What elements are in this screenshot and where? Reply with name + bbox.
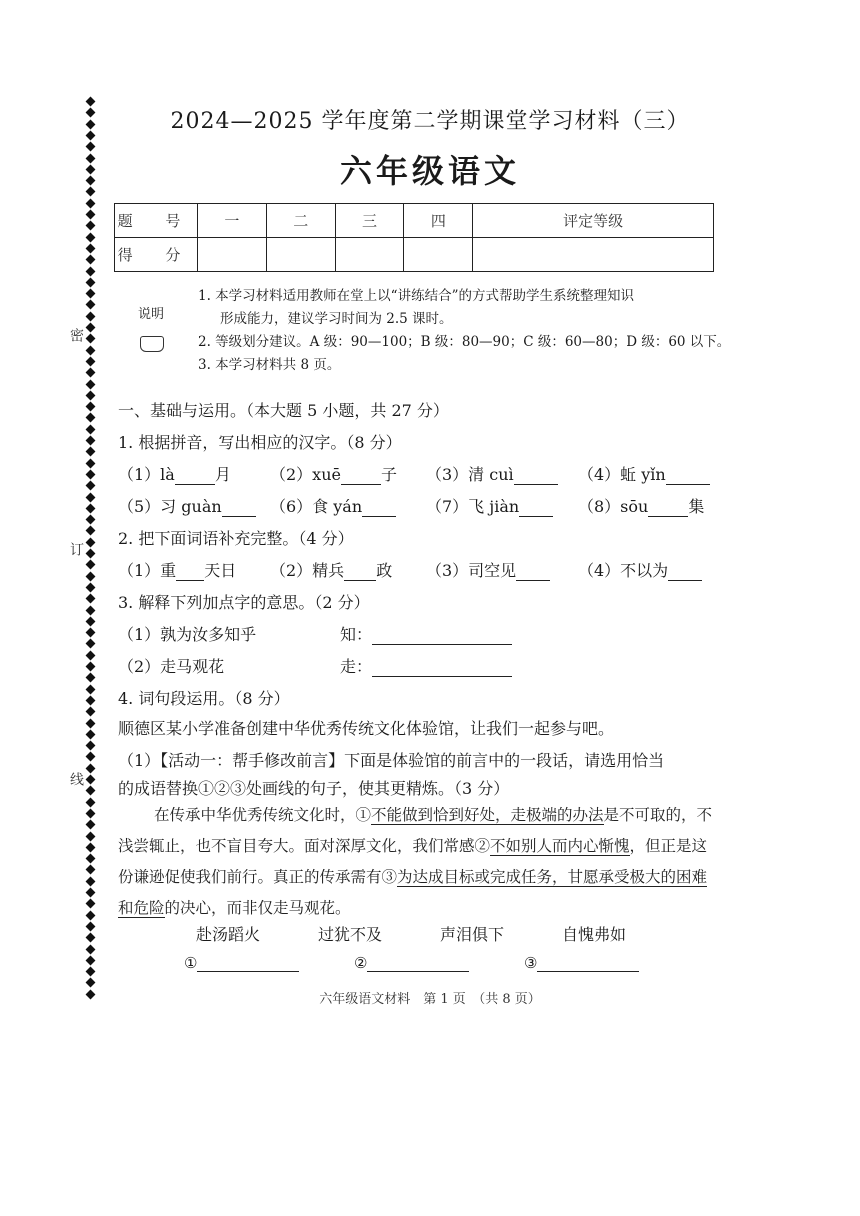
answer-blank[interactable] (175, 467, 215, 485)
score-cell[interactable] (335, 238, 404, 272)
binding-diamond (86, 786, 96, 796)
fill-item (578, 558, 702, 581)
binding-diamond (86, 289, 96, 299)
passage-text: ，但正是这份谦逊促使我们前行。真正的传承需有③ (118, 837, 708, 886)
binding-diamond (86, 549, 96, 559)
item-prompt: （5）习 guàn (118, 497, 222, 516)
binding-diamond (86, 492, 96, 502)
binding-label-ding: 订 (68, 542, 84, 556)
binding-diamond (86, 526, 96, 536)
binding-diamond (86, 300, 96, 310)
item-suffix: 子 (380, 465, 397, 484)
score-cell[interactable] (266, 238, 335, 272)
phrase: （1）孰为汝多知乎 (118, 625, 257, 644)
binding-diamond (86, 221, 96, 231)
binding-diamond (86, 481, 96, 491)
binding-diamond (86, 921, 96, 931)
question-4-intro: 顺德区某小学准备创建中华优秀传统文化体验馆，让我们一起参与吧。 (118, 719, 615, 738)
book-icon (140, 336, 164, 352)
answer-blank[interactable] (668, 563, 702, 581)
item-prompt: （2）精兵 (270, 561, 345, 580)
answer-blank[interactable] (519, 499, 553, 517)
answer-mark: ① (184, 954, 198, 972)
binding-diamond (86, 255, 96, 265)
binding-diamond (86, 808, 96, 818)
answer-mark: ② (354, 954, 368, 972)
notes-list (198, 285, 731, 377)
note-item: 形成能力，建议学习时间为 2.5 课时。 (220, 311, 453, 327)
question-4-prompt: 4. 词句段运用。（8 分） (118, 689, 290, 708)
binding-diamond (86, 854, 96, 864)
item-prompt: （2）xuē (270, 465, 341, 484)
answer-blank[interactable] (344, 563, 376, 581)
binding-diamond (86, 978, 96, 988)
binding-diamond (86, 277, 96, 287)
binding-diamond (86, 266, 96, 276)
binding-diamond (86, 447, 96, 457)
item-prompt: （8）sōu (578, 497, 649, 516)
binding-diamond (86, 537, 96, 547)
binding-label-mi: 密 (68, 328, 84, 342)
binding-label-xian: 线 (68, 772, 84, 786)
answer-blank[interactable] (514, 467, 558, 485)
binding-diamond (86, 684, 96, 694)
binding-diamond (86, 334, 96, 344)
item-prompt: （3）清 cuì (426, 465, 514, 484)
item-prompt: （3）司空见 (426, 561, 517, 580)
answer-blank[interactable] (666, 467, 710, 485)
binding-diamond (86, 390, 96, 400)
binding-diamond (86, 210, 96, 220)
underlined-sentence: 为达成目标或完成任务，甘愿承受极大的困难和危险 (118, 868, 708, 917)
binding-diamond (86, 458, 96, 468)
note-item: 3. 本学习材料共 8 页。 (198, 357, 341, 373)
question-1-prompt: 1. 根据拼音，写出相应的汉字。（8 分） (118, 433, 402, 452)
fill-item (426, 462, 558, 485)
binding-diamond (86, 345, 96, 355)
underlined-sentence: 不如别人而内心惭愧 (490, 837, 630, 855)
fill-item (118, 462, 231, 485)
item-prompt: （1）重 (118, 561, 177, 580)
fill-item (578, 494, 704, 517)
question-4-task-line-2: 的成语替换①②③处画线的句子，使其更精炼。（3 分） (118, 779, 510, 798)
score-table-row (115, 238, 714, 272)
binding-diamond (86, 243, 96, 253)
binding-diamond (86, 356, 96, 366)
item-suffix: 集 (688, 497, 705, 516)
item-prompt: （4）不以为 (578, 561, 669, 580)
definition-item (340, 622, 512, 645)
column-header: 四 (404, 204, 473, 238)
item-suffix: 政 (376, 561, 393, 580)
answer-blank[interactable] (341, 467, 381, 485)
score-cell[interactable] (473, 238, 714, 272)
binding-diamond (86, 402, 96, 412)
binding-diamond (86, 662, 96, 672)
answer-blank[interactable] (367, 954, 469, 972)
answer-blank[interactable] (197, 954, 299, 972)
binding-diamond (86, 944, 96, 954)
binding-diamond (86, 831, 96, 841)
binding-diamond (86, 718, 96, 728)
answer-blank[interactable] (362, 499, 396, 517)
item-prompt: （1）là (118, 465, 175, 484)
binding-diamond (86, 571, 96, 581)
option-word: 过犹不及 (318, 925, 383, 944)
definition-item (340, 654, 512, 677)
score-cell[interactable] (404, 238, 473, 272)
page-subtitle: 六年级语文 (339, 152, 520, 190)
binding-diamond (86, 594, 96, 604)
answer-blank[interactable] (372, 627, 512, 645)
passage-paragraph (118, 800, 718, 924)
binding-diamond (86, 888, 96, 898)
row-label-number: 题 号 (115, 204, 198, 238)
binding-diamond (86, 582, 96, 592)
binding-diamond (86, 503, 96, 513)
answer-slot (184, 954, 299, 972)
binding-diamond (86, 436, 96, 446)
row-label-score: 得 分 (115, 238, 198, 272)
column-header: 一 (198, 204, 267, 238)
binding-diamond (86, 820, 96, 830)
binding-diamond (86, 424, 96, 434)
binding-diamond (86, 605, 96, 615)
binding-diamond (86, 729, 96, 739)
question-4-task-line-1: （1）【活动一：帮手修改前言】下面是体验馆的前言中的一段话，请选用恰当 (118, 751, 665, 770)
binding-diamond (86, 413, 96, 423)
item-suffix: 天日 (204, 561, 237, 580)
passage-text: 的决心，而非仅走马观花。 (164, 899, 351, 917)
fill-item (118, 558, 236, 581)
notes-label: 说明 (138, 307, 165, 322)
underlined-sentence: 不能做到恰到好处，走极端的办法 (371, 806, 604, 824)
answer-blank[interactable] (176, 563, 204, 581)
fill-item (270, 462, 397, 485)
binding-diamond (86, 933, 96, 943)
section-heading: 一、基础与运用。（本大题 5 小题，共 27 分） (118, 401, 449, 420)
score-table (114, 203, 714, 272)
binding-diamond (86, 752, 96, 762)
binding-diamond (86, 379, 96, 389)
column-header: 评定等级 (473, 204, 714, 238)
binding-diamond (86, 515, 96, 525)
option-word: 声泪俱下 (440, 925, 505, 944)
answer-mark: ③ (524, 954, 538, 972)
fill-item (578, 462, 710, 485)
column-header: 三 (335, 204, 404, 238)
item-suffix: 月 (214, 465, 231, 484)
passage-text: 是不可取的，不浅尝辄止，也不盲目夸大。面对深厚文化，我们常感② (118, 806, 713, 855)
binding-diamond (86, 967, 96, 977)
binding-diamond (86, 876, 96, 886)
binding-diamond (86, 910, 96, 920)
note-item: 1. 本学习材料适用教师在堂上以“讲练结合”的方式帮助学生系统整理知识 (198, 288, 634, 304)
note-item: 2. 等级划分建议。A 级：90—100；B 级：80—90；C 级：60—80；D 级：60 以下。 (198, 334, 731, 350)
binding-diamond (86, 797, 96, 807)
binding-diamond (86, 741, 96, 751)
option-word: 自愧弗如 (562, 925, 627, 944)
fill-item (118, 494, 256, 517)
item-prompt: （4）蚯 yǐn (578, 465, 666, 484)
page-title: 2024—2025 学年度第二学期课堂学习材料（三） (170, 109, 690, 134)
binding-diamond (86, 311, 96, 321)
binding-diamond (86, 232, 96, 242)
item-prompt: （7）飞 jiàn (426, 497, 520, 516)
item-prompt: 知： (340, 625, 373, 644)
item-prompt: 走： (340, 657, 373, 676)
binding-diamond (86, 842, 96, 852)
question-3-prompt: 3. 解释下列加点字的意思。（2 分） (118, 593, 370, 612)
binding-diamond (86, 368, 96, 378)
binding-diamond (86, 650, 96, 660)
binding-diamond (86, 323, 96, 333)
answer-blank[interactable] (516, 563, 550, 581)
binding-diamond (86, 865, 96, 875)
binding-diamond (86, 695, 96, 705)
item-prompt: （6）食 yán (270, 497, 363, 516)
binding-diamond (86, 899, 96, 909)
binding-diamond (86, 775, 96, 785)
binding-diamond (86, 628, 96, 638)
score-cell[interactable] (198, 238, 267, 272)
binding-diamond (86, 707, 96, 717)
fill-item (270, 558, 392, 581)
passage-text: 在传承中华优秀传统文化时，① (154, 806, 372, 824)
answer-blank[interactable] (372, 659, 512, 677)
page-footer: 六年级语文材料 第 1 页 （共 8 页） (319, 992, 541, 1007)
answer-blank[interactable] (222, 499, 256, 517)
binding-diamond (86, 639, 96, 649)
answer-blank[interactable] (537, 954, 639, 972)
binding-diamond (86, 560, 96, 570)
binding-diamond (86, 763, 96, 773)
option-word: 赴汤蹈火 (196, 925, 261, 944)
column-header: 二 (266, 204, 335, 238)
binding-diamond (86, 469, 96, 479)
binding-diamond (86, 616, 96, 626)
fill-item (426, 558, 550, 581)
answer-slot (354, 954, 469, 972)
phrase: （2）走马观花 (118, 657, 225, 676)
binding-diamond (86, 673, 96, 683)
answer-slot (524, 954, 639, 972)
fill-item (270, 494, 396, 517)
fill-item (426, 494, 553, 517)
score-table-row (115, 204, 714, 238)
binding-diamond (86, 198, 96, 208)
answer-blank[interactable] (648, 499, 688, 517)
binding-line (84, 98, 98, 1002)
question-2-prompt: 2. 把下面词语补充完整。（4 分） (118, 529, 354, 548)
binding-diamond (86, 955, 96, 965)
